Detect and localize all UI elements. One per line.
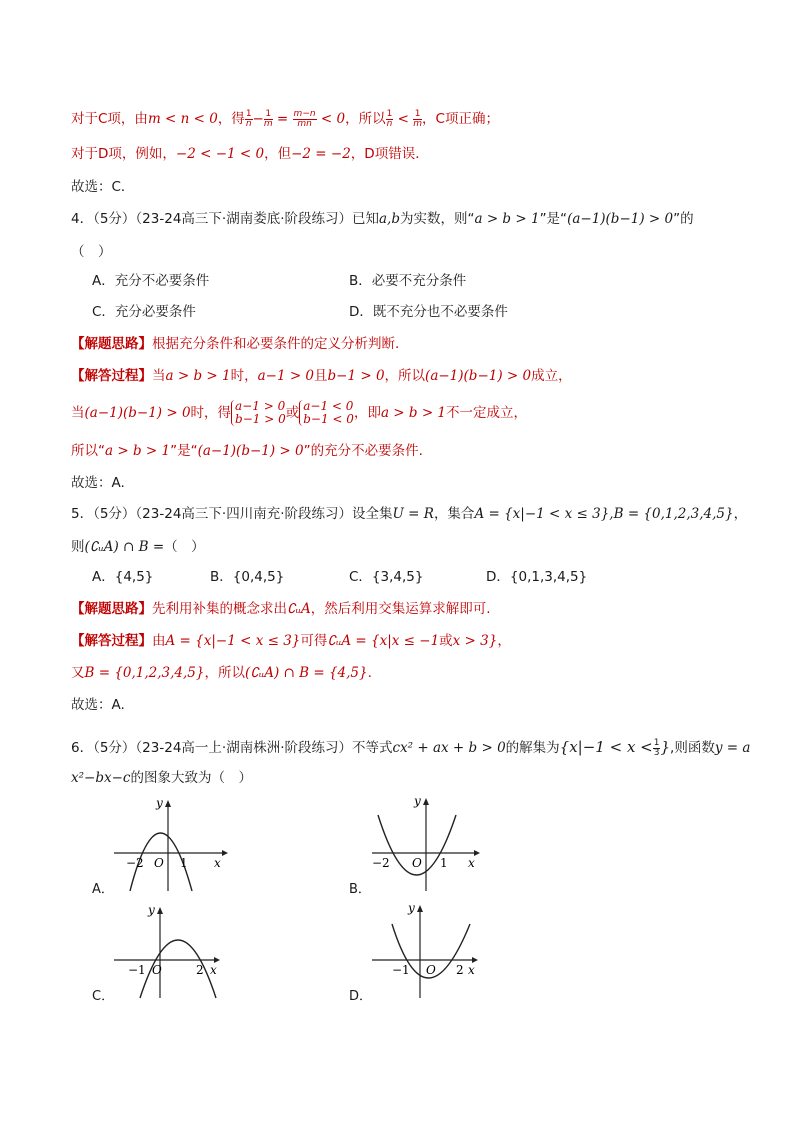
fraction: $\frac{1}{m}$ [413,108,423,129]
y-label: y [156,796,163,810]
q4-process-3 [71,441,423,461]
q4-idea [71,334,399,354]
fraction: $\frac{1}{n}$ [245,108,252,129]
math: −2 = −2 [291,146,351,162]
math: (a−1)(b−1) > 0 [84,405,191,421]
math: } [660,738,671,756]
tick-label: −2 [126,856,144,870]
q6-option-b[interactable]: B． [349,882,371,897]
q5-answer: 故选：A. [71,697,125,713]
text: ，但 [264,146,292,162]
text: 先利用补集的概念求出 [152,601,287,617]
math: (a−1)(b−1) > 0 [197,443,304,459]
q6-option-c[interactable]: C． [92,989,115,1004]
math: a > b > 1 [105,443,171,459]
question-4-paren: （ ） [71,244,112,260]
text: ，D项错误． [350,146,429,162]
x-label: x [468,963,475,977]
text: 又 [71,665,85,681]
text: 且 [314,368,328,384]
q5-idea [71,599,491,619]
text: ， [497,633,511,649]
tick-label: 1 [440,856,448,870]
text: 当 [152,368,166,384]
q4-process-2 [71,398,527,428]
math: −2 < −1 < 0 [175,146,265,162]
math: (a−1)(b−1) > 0 [425,368,532,384]
text: ，所以 [204,665,245,681]
text: . [367,665,372,681]
q6-option-a[interactable]: A． [92,882,114,897]
tag: 【解题思路】 [71,336,152,352]
y-axis-arrow [417,905,423,912]
y-label: y [408,902,415,915]
text: ，集合 [433,506,475,522]
math: {x|−1 < x < [559,738,653,756]
q5-option-d[interactable]: D．{0,1,3,4,5} [486,569,588,585]
q4-process-1 [71,366,572,386]
text: 或 [285,405,300,421]
text: ，然后利用交集运算求解即可. [310,601,491,617]
system-brace: a−1 > 0 b−1 > 0 [231,400,286,426]
q5-option-c[interactable]: C．{3,4,5} [349,569,424,585]
math: b−1 > 0 [327,368,385,384]
x-axis-arrow [222,850,228,856]
fraction: $\frac{1}{n}$ [386,108,393,129]
y-axis-arrow [165,800,171,807]
q4-option-a[interactable]: A．充分不必要条件 [92,273,210,289]
fraction: $\frac{1}{3}$ [653,737,660,758]
question-4-stem [71,209,694,229]
math: m < n < 0 [147,111,218,127]
text: ”的充分不必要条件. [303,443,423,459]
tag: 【解答过程】 [71,633,152,649]
text: ，即 [353,405,381,421]
text: ，所以 [345,111,386,127]
q5-option-a[interactable]: A．{4,5} [92,569,154,585]
text: 或 [439,633,453,649]
math: x²−bx−c [71,770,131,786]
math: a−1 > 0 [257,368,315,384]
graph-d [368,902,488,1002]
text: 对于C项，由 [71,111,148,127]
tick-label: −1 [392,963,410,977]
math: a > b > 1 [380,405,447,421]
origin-label: O [152,963,162,977]
fraction: $\frac{1}{m}$ [263,108,273,129]
tick-label: −2 [372,856,390,870]
tick-label: 2 [456,963,464,977]
math: y = a [714,740,751,756]
q6-option-d[interactable]: D． [349,989,373,1004]
math: U = R [392,506,434,522]
text: 4．（5分）（23-24高三下·湖南娄底·阶段练习）已知 [71,211,379,227]
math: A = {x|−1 < x ≤ 3},B = {0,1,2,3,4,5} [474,506,734,522]
question-5-line2 [71,537,205,557]
q4-option-c[interactable]: C．充分必要条件 [92,304,196,320]
tag: 【解答过程】 [71,368,152,384]
tick-label: 1 [180,856,188,870]
x-label: x [468,856,475,870]
math: a > b > 1 [474,211,540,227]
tick-label: 2 [196,963,204,977]
text: 的解集为 [505,740,560,756]
math: ∁ᵤA [287,601,311,617]
text: 则 [71,539,85,555]
question-5-stem [71,504,747,524]
origin-label: O [412,856,422,870]
text: ，所以 [384,368,426,384]
math: cx² + ax + b > 0 [392,740,506,756]
system-brace: a−1 < 0 b−1 < 0 [299,400,354,426]
y-axis-arrow [157,907,163,914]
math: (∁ᵤA) ∩ B = {4,5} [244,665,368,681]
text: 可得 [300,633,328,649]
text: 当 [71,405,85,421]
q5-process-1 [71,631,511,651]
text: 所以“ [71,443,105,459]
text: 5．（5分）（23-24高三下·四川南充·阶段练习）设全集 [71,506,393,522]
math: (∁ᵤA) ∩ B [84,539,149,555]
fraction: $\frac{m-n}{mn}$ [293,108,316,129]
graph-c [110,902,230,1002]
tag: 【解题思路】 [71,601,152,617]
text: ”的 [673,211,694,227]
math: ∁ᵤA = {x|x ≤ −1 [327,633,440,649]
text: ，C项正确； [422,111,499,127]
answer-line: 故选：C． [71,179,135,195]
text: ,则函数 [670,740,715,756]
solution-d-item [71,144,429,164]
text: 成立， [531,368,572,384]
text: ”是“ [170,443,198,459]
text: 根据充分条件和必要条件的定义分析判断. [152,336,400,352]
text: 时， [230,368,258,384]
text: ，得 [217,111,245,127]
y-axis-arrow [423,798,429,805]
text: ， [733,506,748,522]
question-6-line2 [71,768,252,788]
x-axis-arrow [474,850,480,856]
text: 的图象大致为（ ） [130,770,252,786]
text: ”是“ [539,211,568,227]
y-label: y [148,903,155,917]
graph-a [110,795,230,895]
q4-option-d[interactable]: D．既不充分也不必要条件 [349,304,508,320]
text: 6．（5分）（23-24高一上·湖南株洲·阶段练习）不等式 [71,740,393,756]
math: x > 3} [452,633,498,649]
math: (a−1)(b−1) > 0 [567,211,674,227]
math: a,b [379,211,400,227]
q4-answer: 故选：A. [71,475,125,491]
text: 时，得 [190,405,232,421]
y-label: y [414,795,421,808]
text: 由 [152,633,166,649]
math: A = {x|−1 < x ≤ 3} [165,633,301,649]
question-6-stem [71,733,750,762]
math: B = {0,1,2,3,4,5} [84,665,205,681]
text: 对于D项，例如， [71,146,176,162]
x-label: x [210,963,217,977]
x-label: x [214,856,221,870]
text: 不一定成立， [446,405,528,421]
q5-option-b[interactable]: B．{0,4,5} [210,569,285,585]
q5-process-2 [71,663,372,683]
solution-c-item: 对于C项，由m < n < 0，得 $\frac{1}{n}$ − $\frac{1}{m}$ = $\frac{m-n}{mn}$ < 0，所以 $\frac{1}{n}$ < $\frac{1}{m}$ ，C项正确； [71,108,499,129]
graph-b [368,795,488,895]
math: a > b > 1 [165,368,231,384]
tick-label: −1 [128,963,146,977]
origin-label: O [426,963,436,977]
origin-label: O [154,856,164,870]
q4-option-b[interactable]: B．必要不充分条件 [349,273,467,289]
text: 为实数，则“ [399,211,475,227]
text: =（ ） [148,539,205,555]
